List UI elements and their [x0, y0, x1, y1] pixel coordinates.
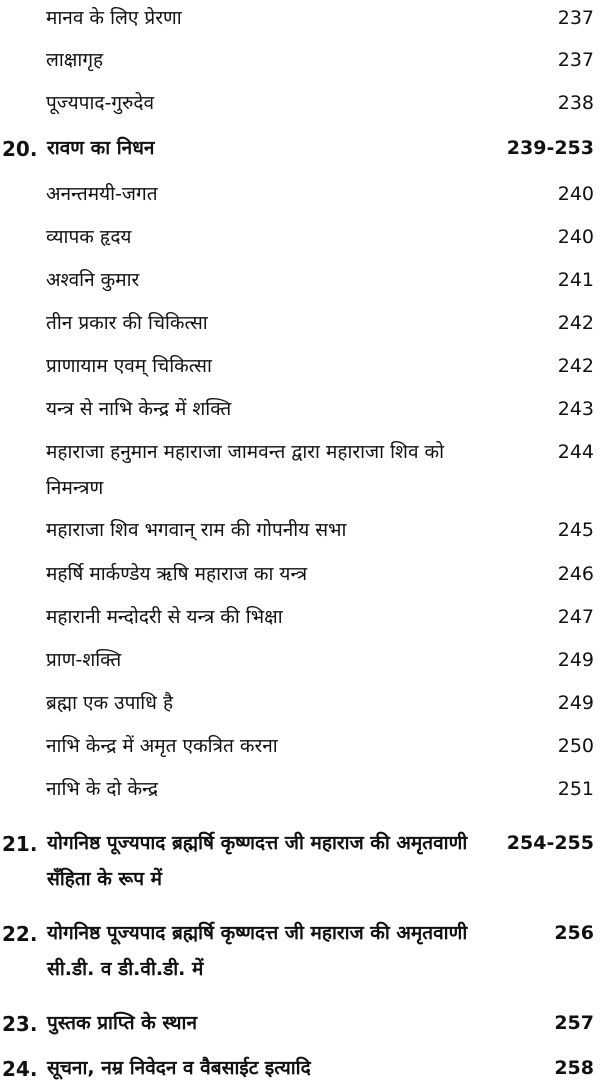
entry-title: महाराजा शिव भगवान् राम की गोपनीय सभा: [46, 519, 347, 541]
entry-page: 245: [557, 519, 594, 541]
chapter-number: 20.: [2, 137, 38, 161]
chapter-number: 22.: [2, 922, 38, 946]
entry-title: प्राण-शक्ति: [46, 649, 122, 671]
entry-title: नाभि के दो केन्द्र: [46, 778, 159, 800]
entry-title: तीन प्रकार की चिकित्सा: [46, 312, 208, 334]
entry-title: अनन्तमयी-जगत: [46, 183, 158, 205]
chapter-page: 257: [554, 1012, 594, 1034]
entry-page: 242: [557, 355, 594, 377]
chapter-title: योगनिष्ठ पूज्यपाद ब्रह्मर्षि कृष्णदत्त जी महाराज की अमृतवाणी सी.डी. व डी.वी.डी. में: [47, 922, 468, 980]
entry-page: 249: [557, 692, 594, 714]
chapter-number: 21.: [2, 832, 38, 856]
entry-title: यन्त्र से नाभि केन्द्र में शक्ति: [46, 398, 232, 420]
entry-title: लाक्षागृह: [46, 49, 104, 71]
entry-page: 250: [557, 735, 594, 757]
entry-title: नाभि केन्द्र में अमृत एकत्रित करना: [46, 735, 278, 757]
entry-title: अश्वनि कुमार: [46, 269, 140, 291]
chapter-title: पुस्तक प्राप्ति के स्थान: [47, 1012, 197, 1034]
chapter-page: 258: [554, 1057, 594, 1079]
entry-title: पूज्यपाद-गुरुदेव: [46, 92, 155, 114]
entry-title: महर्षि मार्कण्डेय ऋषि महाराज का यन्त्र: [46, 563, 308, 585]
entry-title: महाराजा हनुमान महाराजा जामवन्त द्वारा महाराजा शिव को निमन्त्रण: [46, 441, 445, 499]
entry-page: 237: [557, 49, 594, 71]
entry-title: ब्रह्मा एक उपाधि है: [46, 692, 174, 714]
entry-page: 247: [557, 606, 594, 628]
entry-title: मानव के लिए प्रेरणा: [46, 7, 182, 29]
chapter-number: 24.: [2, 1057, 38, 1081]
chapter-page: 256: [554, 922, 594, 944]
entry-page: 243: [557, 398, 594, 420]
entry-page: 244: [557, 441, 594, 463]
chapter-title: योगनिष्ठ पूज्यपाद ब्रह्मर्षि कृष्णदत्त जी महाराज की अमृतवाणी सँहिता के रूप में: [47, 832, 468, 890]
entry-page: 240: [557, 183, 594, 205]
entry-page: 242: [557, 312, 594, 334]
entry-page: 237: [557, 7, 594, 29]
entry-title: महारानी मन्दोदरी से यन्त्र की भिक्षा: [46, 606, 283, 628]
chapter-page: 254-255: [506, 832, 594, 854]
entry-page: 238: [557, 92, 594, 114]
entry-page: 246: [557, 563, 594, 585]
entry-title: प्राणायाम एवम् चिकित्सा: [46, 355, 212, 377]
entry-page: 241: [557, 269, 594, 291]
entry-page: 251: [557, 778, 594, 800]
chapter-number: 23.: [2, 1012, 38, 1036]
chapter-page: 239-253: [506, 137, 594, 159]
entry-page: 249: [557, 649, 594, 671]
chapter-title: सूचना, नम्र निवेदन व वैबसाईट इत्यादि: [47, 1057, 311, 1079]
entry-page: 240: [557, 226, 594, 248]
entry-title: व्यापक हृदय: [46, 226, 132, 248]
chapter-title: रावण का निधन: [47, 137, 155, 159]
